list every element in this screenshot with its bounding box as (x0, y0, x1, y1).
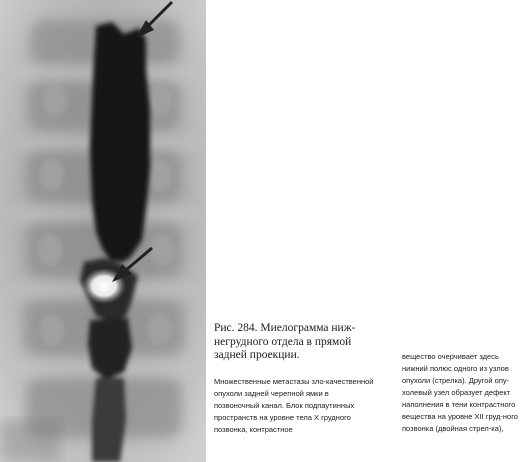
myelogram-xray-icon (0, 0, 206, 462)
figure-caption-body: Множественные метастазы зло-качественной опухоли задней черепной ямки в позвоночный канал. Блок подпаутинных пространств на уровне тела X грудного позвонка, контрастное (214, 377, 374, 434)
myelogram-image (0, 0, 206, 462)
figure-caption-title: Рис. 284. Миелограмма ниж-негрудного отдела в прямой задней проекции. (214, 322, 356, 361)
figure-caption-continuation: вещество очерчивает здесь нижний полюс одного из узлов опухоли (стрелка). Другой опу-холевый узел образует дефект наполнения в тени контрастного вещества на уровне XII груд-ного позвонка (двойная стрел-ка), (402, 352, 518, 433)
